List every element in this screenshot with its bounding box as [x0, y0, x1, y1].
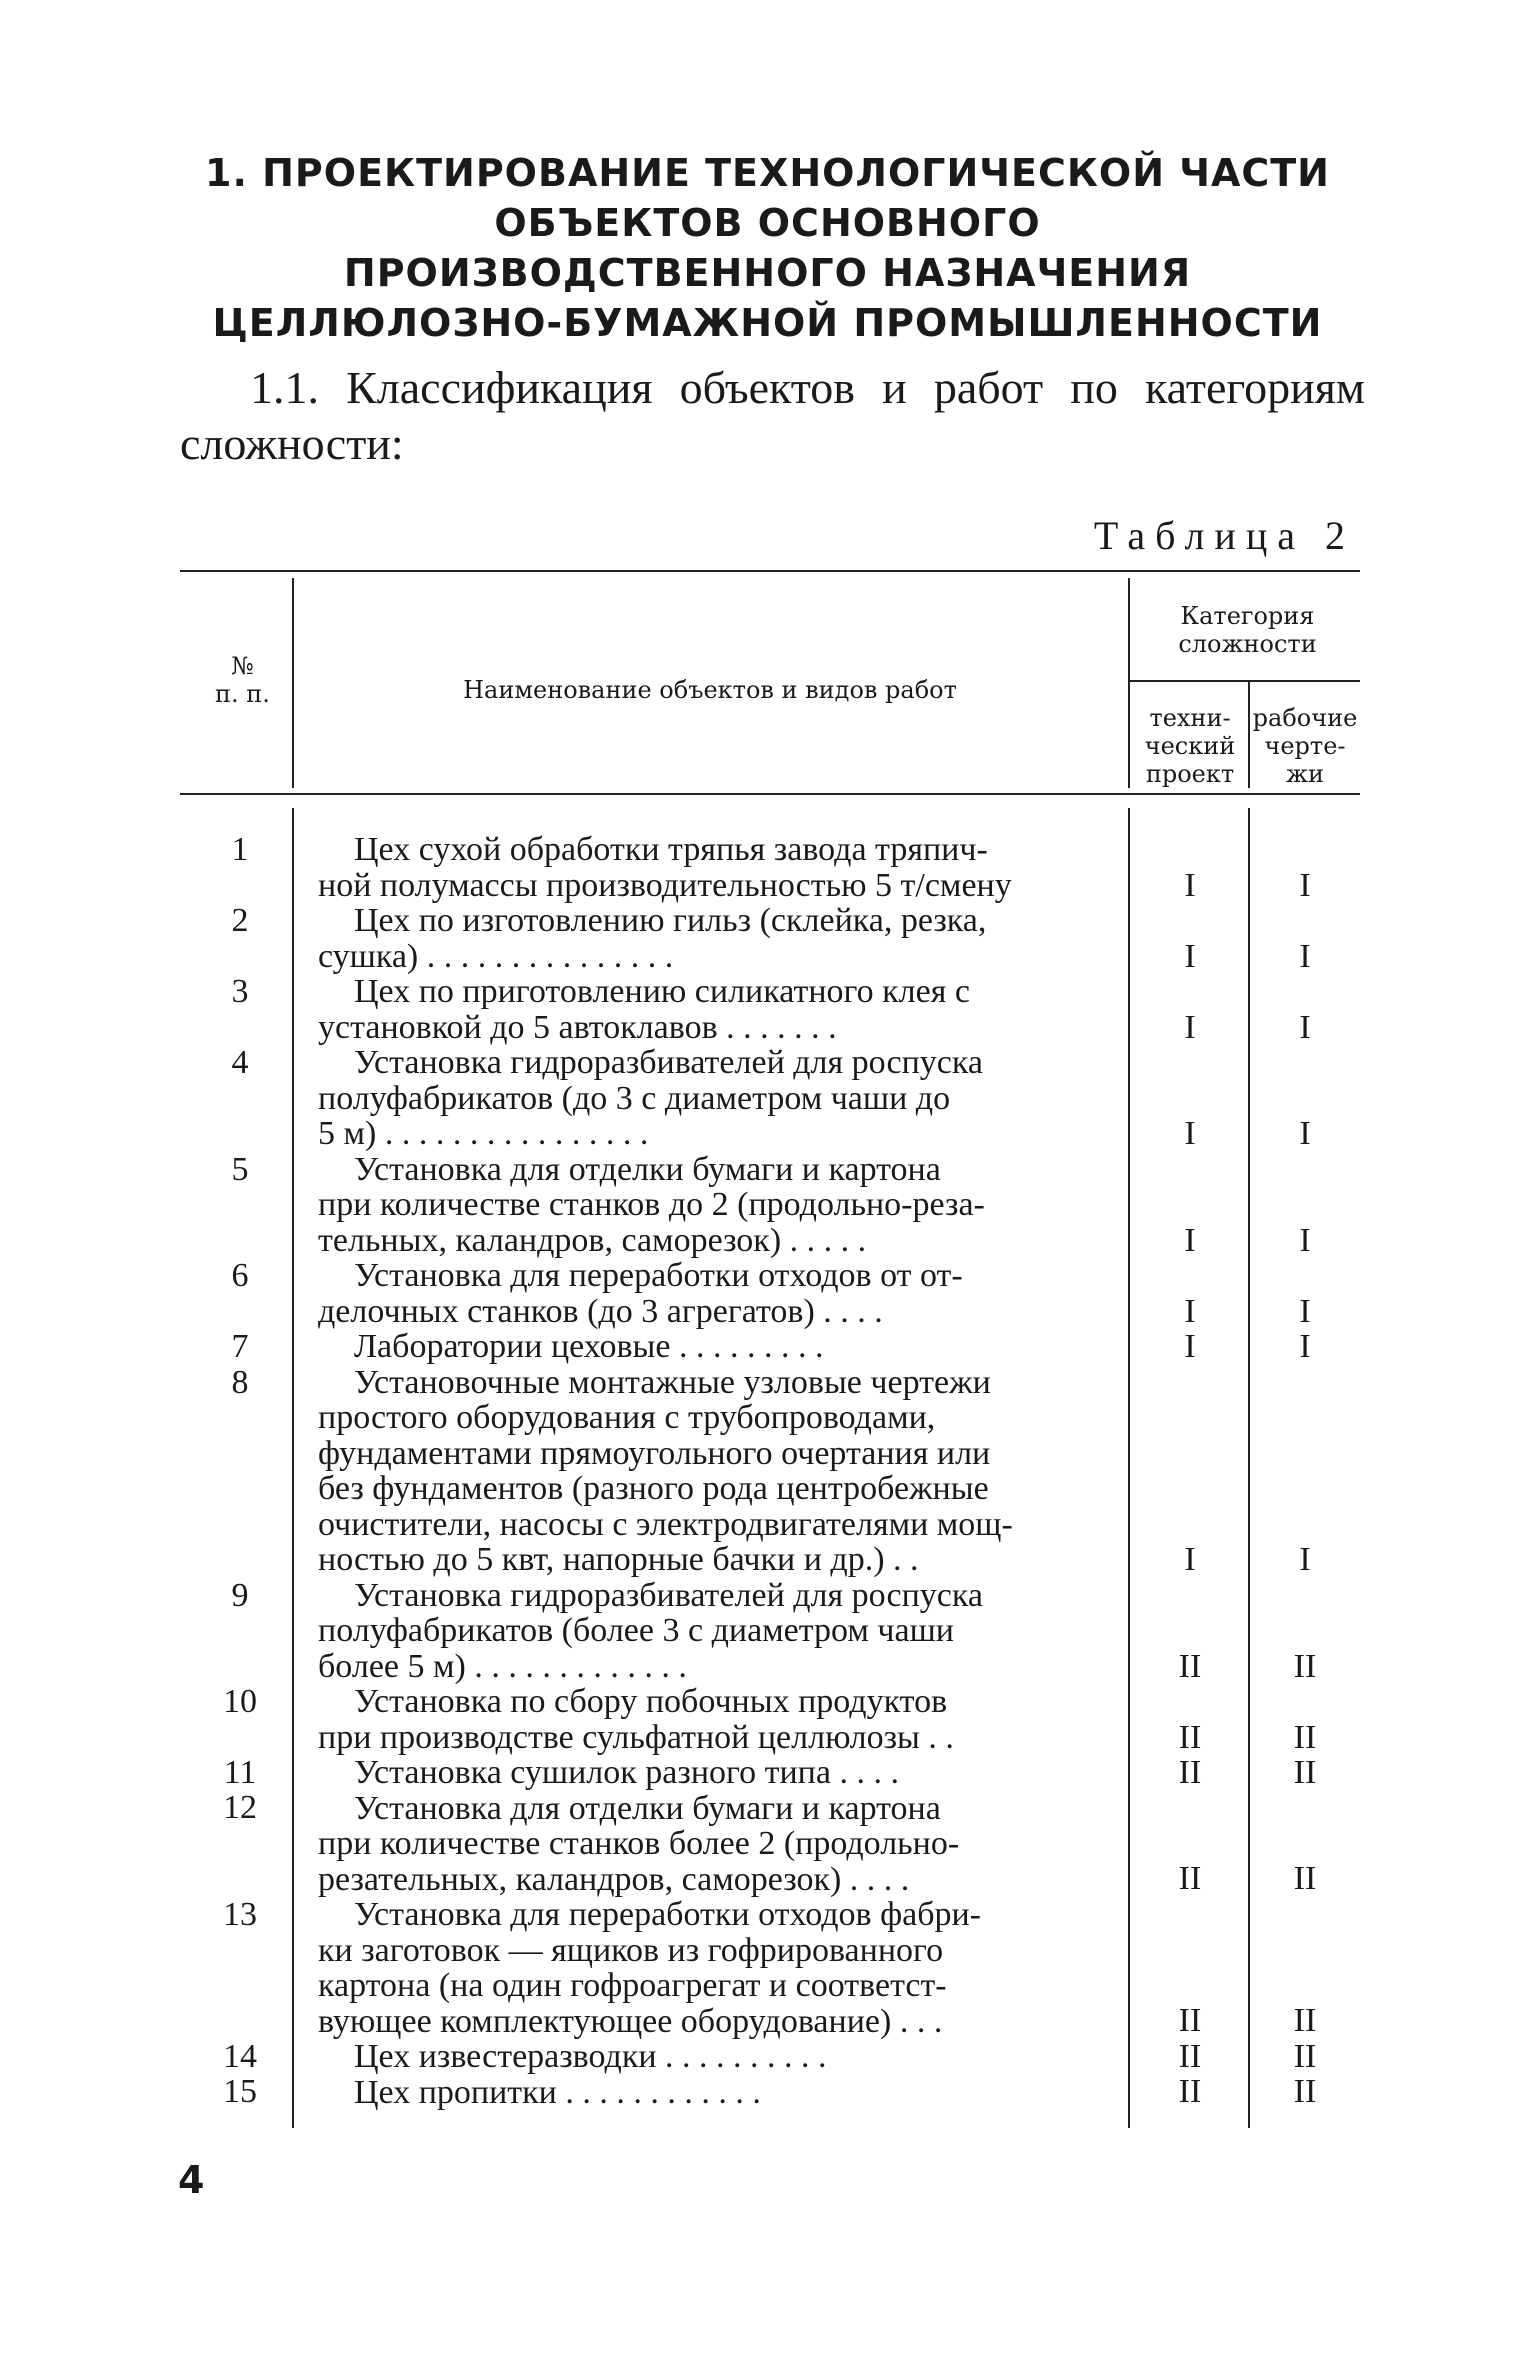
table-line: Цех известеразводки . . . . . . . . . . — [354, 2039, 827, 2075]
table-line: Установка для отделки бумаги и картона — [354, 1790, 941, 1826]
table-line: Цех пропитки . . . . . . . . . . . . — [354, 2074, 761, 2110]
tech-category: I — [1184, 1009, 1196, 1046]
table-line: Цех сухой обработки тряпья завода тряпич- — [354, 832, 988, 868]
table-header-bottom-rule — [180, 793, 1360, 795]
table-body-text — [318, 832, 1118, 2110]
work-category: I — [1299, 1222, 1311, 1259]
row-number: 10 — [223, 1683, 257, 1720]
row-number: 4 — [231, 1044, 249, 1081]
table-line: при количестве станков до 2 (продольно-реза- — [318, 1187, 985, 1223]
subsection-heading — [180, 360, 1365, 472]
work-category: I — [1299, 1009, 1311, 1046]
row-number: 1 — [231, 831, 249, 868]
tech-category: II — [1178, 2073, 1202, 2110]
work-category: I — [1299, 1115, 1311, 1152]
category-split-rule — [1130, 680, 1360, 682]
body-divider-category — [1248, 808, 1250, 2128]
table-line: фундаментами прямоугольного очертания или — [318, 1435, 991, 1471]
page-number: 4 — [178, 2158, 205, 2202]
table-line: Установка гидроразбивателей для роспуска — [354, 1045, 983, 1081]
tech-category: I — [1184, 867, 1196, 904]
table-line: ки заготовок — ящиков из гофрированного — [318, 1932, 944, 1968]
work-category: I — [1299, 1328, 1311, 1365]
heading-line-1: 1. ПРОЕКТИРОВАНИЕ ТЕХНОЛОГИЧЕСКОЙ ЧАСТИ — [205, 151, 1330, 195]
work-category: I — [1299, 938, 1311, 975]
table-line: без фундаментов (разного рода центробежные — [318, 1471, 989, 1507]
section-heading — [150, 148, 1385, 348]
header-category: Категория сложности — [1178, 602, 1317, 658]
table-line: Установка для переработки отходов фабри- — [354, 1897, 982, 1933]
subheading-line-1: 1.1. Классификация объектов и работ по категориям — [250, 362, 1365, 413]
row-number: 3 — [231, 973, 249, 1010]
row-number: 8 — [231, 1364, 249, 1401]
tech-category: I — [1184, 1222, 1196, 1259]
row-number: 11 — [223, 1754, 257, 1791]
column-divider-num — [292, 578, 294, 788]
table-line: Установка для переработки отходов от от- — [354, 1258, 963, 1294]
table-top-rule — [180, 570, 1360, 572]
tech-category: I — [1184, 938, 1196, 975]
row-number: 6 — [231, 1257, 249, 1294]
work-category: I — [1299, 1293, 1311, 1330]
tech-category: I — [1184, 1328, 1196, 1365]
table-line: очистители, насосы с электродвигателями мощ- — [318, 1506, 1013, 1542]
row-number: 14 — [223, 2038, 257, 2075]
tech-category: II — [1178, 1860, 1202, 1897]
table-line: делочных станков (до 3 агрегатов) . . . . — [318, 1293, 883, 1329]
table-line: картона (на один гофроагрегат и соответст- — [318, 1968, 947, 2004]
table-line: ной полумассы производительностью 5 т/смену — [318, 867, 1012, 903]
header-tech-project: техни- ческий проект — [1144, 704, 1236, 788]
table-line: Установочные монтажные узловые чертежи — [354, 1364, 991, 1400]
table-line: более 5 м) . . . . . . . . . . . . . — [318, 1648, 687, 1684]
work-category: II — [1293, 1754, 1317, 1791]
work-category: II — [1293, 1648, 1317, 1685]
table-line: вующее комплектующее оборудование) . . . — [318, 2003, 943, 2039]
work-category: I — [1299, 867, 1311, 904]
table-label: Таблица 2 — [1093, 513, 1355, 558]
work-category: II — [1293, 2073, 1317, 2110]
table-line: Установка сушилок разного типа . . . . — [354, 1755, 899, 1791]
tech-category: I — [1184, 1115, 1196, 1152]
table-line: полуфабрикатов (до 3 с диаметром чаши до — [318, 1080, 951, 1116]
tech-category: I — [1184, 1293, 1196, 1330]
work-category: II — [1293, 2038, 1317, 2075]
body-divider-num — [292, 808, 294, 2128]
row-number: 9 — [231, 1577, 249, 1614]
table-line: сушка) . . . . . . . . . . . . . . . — [318, 938, 674, 974]
table-line: ностью до 5 квт, напорные бачки и др.) . . — [318, 1542, 919, 1578]
tech-category: I — [1184, 1541, 1196, 1578]
table-line: 5 м) . . . . . . . . . . . . . . . . — [318, 1116, 649, 1152]
work-category: II — [1293, 2002, 1317, 2039]
tech-category: II — [1178, 1754, 1202, 1791]
row-number: 5 — [231, 1151, 249, 1188]
heading-line-3: ПРОИЗВОДСТВЕННОГО НАЗНАЧЕНИЯ — [343, 251, 1192, 295]
row-number: 2 — [231, 902, 249, 939]
row-number: 12 — [223, 1789, 257, 1826]
table-line: тельных, каландров, саморезок) . . . . . — [318, 1222, 867, 1258]
tech-category: II — [1178, 2002, 1202, 2039]
table-line: Цех по изготовлению гильз (склейка, резка, — [354, 903, 987, 939]
body-divider-name — [1128, 808, 1130, 2128]
tech-category: II — [1178, 2038, 1202, 2075]
subheading-line-2: сложности: — [180, 418, 404, 469]
tech-category: II — [1178, 1719, 1202, 1756]
table-line: установкой до 5 автоклавов . . . . . . . — [318, 1009, 837, 1045]
table-line: полуфабрикатов (более 3 с диаметром чаши — [318, 1613, 954, 1649]
header-working-drawings: рабочие черте- жи — [1252, 704, 1358, 788]
table-line: Цех по приготовлению силикатного клея с — [354, 974, 970, 1010]
work-category: I — [1299, 1541, 1311, 1578]
table-line: Лаборатории цеховые . . . . . . . . . — [354, 1329, 824, 1365]
heading-line-4: ЦЕЛЛЮЛОЗНО-БУМАЖНОЙ ПРОМЫШЛЕННОСТИ — [212, 301, 1323, 345]
table-line: Установка гидроразбивателей для роспуска — [354, 1577, 983, 1613]
table-line: простого оборудования с трубопроводами, — [318, 1400, 936, 1436]
work-category: II — [1293, 1860, 1317, 1897]
tech-category: II — [1178, 1648, 1202, 1685]
row-number: 13 — [223, 1896, 257, 1933]
header-name: Наименование объектов и видов работ — [463, 676, 957, 704]
table-line: Установка для отделки бумаги и картона — [354, 1151, 941, 1187]
table-line: резательных, каландров, саморезок) . . . . — [318, 1861, 910, 1897]
heading-line-2: ОБЪЕКТОВ ОСНОВНОГО — [494, 201, 1041, 245]
work-category: II — [1293, 1719, 1317, 1756]
table-line: при производстве сульфатной целлюлозы . . — [318, 1719, 954, 1755]
column-divider-name — [1128, 578, 1130, 788]
table-line: Установка по сбору побочных продуктов — [354, 1684, 948, 1720]
header-num: № п. п. — [215, 652, 270, 708]
row-number: 15 — [223, 2073, 257, 2110]
row-number: 7 — [231, 1328, 249, 1365]
table-line: при количестве станков более 2 (продольно- — [318, 1826, 960, 1862]
